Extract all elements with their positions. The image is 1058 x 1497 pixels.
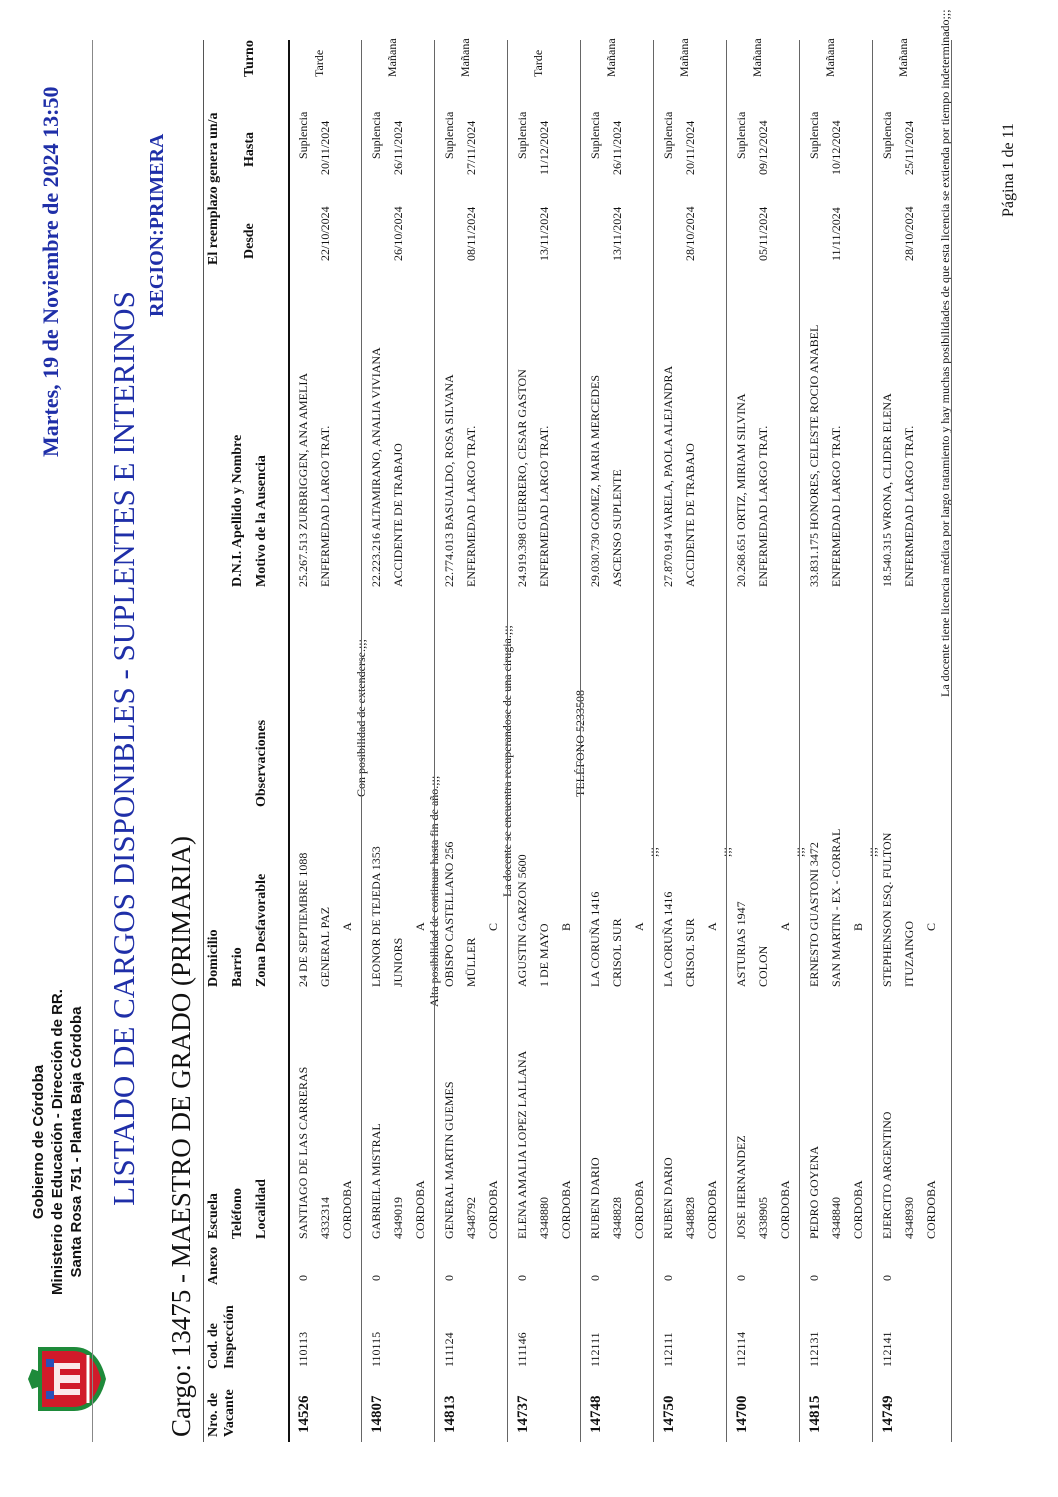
escuela-localidad: CORDOBA xyxy=(486,1180,500,1239)
domicilio: 24 DE SEPTIEMBRE 1088 xyxy=(296,852,310,987)
anexo-value: 0 xyxy=(807,1275,821,1281)
vacante-number: 14748 xyxy=(588,1395,604,1433)
table-bottom-divider xyxy=(951,40,952,1442)
dni-nombre: 20.268.651 ORTIZ, MIRIAM SILVINA xyxy=(734,393,748,587)
reemplazo-tipo: Suplencia xyxy=(369,111,383,159)
escuela-name: PEDRO GOYENA xyxy=(807,1146,821,1239)
escuela-name: SANTIAGO DE LAS CARRERAS xyxy=(296,1066,310,1239)
motivo-ausencia: ACCIDENTE DE TRABAJO xyxy=(683,443,697,587)
reemplazo-tipo: Suplencia xyxy=(588,111,602,159)
reemplazo-tipo: Suplencia xyxy=(880,111,894,159)
fecha-hasta: 27/11/2024 xyxy=(464,120,478,175)
col-header-domicilio: Domicilio xyxy=(206,929,221,987)
row-divider xyxy=(288,40,290,1442)
row-divider xyxy=(507,40,508,1442)
col-header-cod-1: Cod. de xyxy=(206,1323,221,1369)
escuela-telefono: 4348792 xyxy=(464,1197,478,1239)
col-header-dni-nombre: D.N.I. Apellido y Nombre xyxy=(230,434,245,587)
cod-inspeccion: 110115 xyxy=(369,1331,383,1367)
row-divider xyxy=(799,40,800,1442)
observacion: La docente se encuentra recuperandose de una cirugia.;;; xyxy=(500,625,514,897)
escuela-telefono: 4348828 xyxy=(683,1197,697,1239)
turno: Mañana xyxy=(896,38,910,77)
zona-desfavorable: B xyxy=(851,922,865,931)
col-header-turno: Turno xyxy=(242,40,257,77)
reemplazo-tipo: Suplencia xyxy=(515,111,529,159)
escuela-localidad: CORDOBA xyxy=(413,1180,427,1239)
escuela-localidad: CORDOBA xyxy=(632,1180,646,1239)
col-header-barrio: Barrio xyxy=(230,947,245,987)
row-divider xyxy=(653,40,654,1442)
domicilio: AGUSTIN GARZON 5600 xyxy=(515,854,529,987)
col-header-observaciones: Observaciones xyxy=(254,719,269,807)
domicilio: OBISPO CASTELLANO 256 xyxy=(442,841,456,987)
turno: Tarde xyxy=(531,49,545,77)
anexo-value: 0 xyxy=(515,1275,529,1281)
barrio: SAN MARTIN - EX - CORRAL xyxy=(829,828,843,987)
motivo-ausencia: ENFERMEDAD LARGO TRAT. xyxy=(902,425,916,587)
barrio: CRISOL SUR xyxy=(610,918,624,987)
zona-desfavorable: A xyxy=(705,922,719,931)
observacion: Alta posibilidad de continuar hasta fin de año.;;; xyxy=(427,775,441,1007)
barrio: ITUZAINGO xyxy=(902,921,916,987)
vacante-number: 14526 xyxy=(296,1395,312,1433)
escuela-telefono: 4338905 xyxy=(756,1197,770,1239)
anexo-value: 0 xyxy=(442,1275,456,1281)
fecha-hasta: 10/12/2024 xyxy=(829,120,843,175)
escuela-name: RUBEN DARIO xyxy=(661,1157,675,1239)
top-divider xyxy=(92,40,93,1442)
cod-inspeccion: 112111 xyxy=(661,1332,675,1367)
col-header-cod-2: Inspección xyxy=(222,1305,237,1369)
zona-desfavorable: A xyxy=(413,922,427,931)
domicilio: LEONOR DE TEJEDA 1353 xyxy=(369,846,383,987)
escuela-telefono: 4348828 xyxy=(610,1197,624,1239)
escuela-localidad: CORDOBA xyxy=(340,1180,354,1239)
domicilio: LA CORUÑA 1416 xyxy=(661,891,675,987)
escuela-localidad: CORDOBA xyxy=(924,1180,938,1239)
turno: Mañana xyxy=(458,38,472,77)
observacion: ;;; xyxy=(646,846,660,857)
dni-nombre: 22.774.013 BASUALDO, ROSA SILVANA xyxy=(442,374,456,587)
vacante-number: 14749 xyxy=(880,1395,896,1433)
observacion: Con posibilidad de extenderse.;;; xyxy=(354,639,368,797)
domicilio: ERNESTO GUASTONI 3472 xyxy=(807,842,821,987)
report-date: Martes, 19 de Noviembre de 2024 13:50 xyxy=(38,86,63,457)
observacion: ;;; xyxy=(865,846,879,857)
zona-desfavorable: C xyxy=(486,922,500,931)
col-header-hasta: Hasta xyxy=(242,132,257,167)
escuela-localidad: CORDOBA xyxy=(851,1180,865,1239)
fecha-desde: 05/11/2024 xyxy=(756,206,770,261)
fecha-desde: 28/10/2024 xyxy=(902,206,916,261)
fecha-hasta: 20/11/2024 xyxy=(318,120,332,175)
dni-nombre: 33.831.175 HONORES, CELESTE ROCIO ANABEL xyxy=(807,324,821,587)
motivo-ausencia: ENFERMEDAD LARGO TRAT. xyxy=(464,425,478,587)
row-divider xyxy=(361,40,362,1442)
org-name-line-2: Ministerio de Educación - Dirección de RR. xyxy=(49,989,66,1295)
turno: Mañana xyxy=(604,38,618,77)
escuela-localidad: CORDOBA xyxy=(559,1180,573,1239)
anexo-value: 0 xyxy=(369,1275,383,1281)
cod-inspeccion: 112131 xyxy=(807,1331,821,1367)
vacante-number: 14750 xyxy=(661,1395,677,1433)
cod-inspeccion: 112114 xyxy=(734,1331,748,1367)
fecha-hasta: 26/11/2024 xyxy=(391,120,405,175)
escuela-telefono: 4348840 xyxy=(829,1197,843,1239)
dni-nombre: 24.919.398 GUERRERO, CESAR GASTON xyxy=(515,369,529,587)
col-header-escuela: Escuela xyxy=(206,1193,221,1239)
cordoba-coat-of-arms-logo xyxy=(28,1341,108,1417)
fecha-desde: 22/10/2024 xyxy=(318,206,332,261)
dni-nombre: 25.267.513 ZURBRIGGEN, ANA AMELIA xyxy=(296,372,310,587)
turno: Mañana xyxy=(823,38,837,77)
reemplazo-tipo: Suplencia xyxy=(296,111,310,159)
col-header-vacante-2: Vacante xyxy=(222,1389,237,1437)
col-header-reemplazo: El reemplazo genera un/a xyxy=(206,112,221,265)
escuela-name: ELENA AMALIA LOPEZ LALLANA xyxy=(515,1050,529,1239)
anexo-value: 0 xyxy=(296,1275,310,1281)
fecha-hasta: 09/12/2024 xyxy=(756,120,770,175)
domicilio: LA CORUÑA 1416 xyxy=(588,891,602,987)
domicilio: ASTURIAS 1947 xyxy=(734,901,748,987)
fecha-desde: 28/10/2024 xyxy=(683,206,697,261)
observacion: La docente tiene licencia médica por largo tratamiento y hay muchas posibilidades de que esta licencia se extienda por tiempo indeterminado;;; xyxy=(938,9,952,697)
reemplazo-tipo: Suplencia xyxy=(661,111,675,159)
dni-nombre: 18.540.315 WRONA, CLIDER ELENA xyxy=(880,393,894,587)
turno: Tarde xyxy=(312,49,326,77)
escuela-telefono: 4348930 xyxy=(902,1197,916,1239)
reemplazo-tipo: Suplencia xyxy=(734,111,748,159)
vacante-number: 14737 xyxy=(515,1395,531,1433)
report-title: LISTADO DE CARGOS DISPONIBLES - SUPLENTES E INTERINOS xyxy=(106,291,141,1206)
observacion: ;;; xyxy=(719,846,733,857)
zona-desfavorable: A xyxy=(632,922,646,931)
col-header-motivo: Motivo de la Ausencia xyxy=(254,455,269,587)
vacante-number: 14807 xyxy=(369,1395,385,1433)
region-label: REGION:PRIMERA xyxy=(146,133,168,317)
observacion: TELÉFONO 5233508 xyxy=(573,690,587,797)
col-header-zona: Zona Desfavorable xyxy=(254,873,269,987)
fecha-hasta: 11/12/2024 xyxy=(537,120,551,175)
row-divider xyxy=(580,40,581,1442)
cod-inspeccion: 112111 xyxy=(588,1332,602,1367)
barrio: JUNIORS xyxy=(391,937,405,987)
anexo-value: 0 xyxy=(880,1275,894,1281)
fecha-desde: 08/11/2024 xyxy=(464,206,478,261)
col-header-vacante-1: Nro. de xyxy=(206,1392,221,1437)
escuela-localidad: CORDOBA xyxy=(705,1180,719,1239)
escuela-telefono: 4332314 xyxy=(318,1197,332,1239)
motivo-ausencia: ENFERMEDAD LARGO TRAT. xyxy=(756,425,770,587)
dni-nombre: 22.223.216 ALTAMIRANO, ANALIA VIVIANA xyxy=(369,347,383,587)
motivo-ausencia: ACCIDENTE DE TRABAJO xyxy=(391,443,405,587)
row-divider xyxy=(726,40,727,1442)
zona-desfavorable: A xyxy=(778,922,792,931)
escuela-telefono: 4348880 xyxy=(537,1197,551,1239)
zona-desfavorable: C xyxy=(924,922,938,931)
motivo-ausencia: ASCENSO SUPLENTE xyxy=(610,469,624,587)
row-divider xyxy=(434,40,435,1442)
zona-desfavorable: B xyxy=(559,922,573,931)
turno: Mañana xyxy=(385,38,399,77)
fecha-desde: 11/11/2024 xyxy=(829,207,843,261)
fecha-desde: 13/11/2024 xyxy=(537,206,551,261)
reemplazo-tipo: Suplencia xyxy=(442,111,456,159)
vacante-number: 14813 xyxy=(442,1395,458,1433)
fecha-desde: 13/11/2024 xyxy=(610,206,624,261)
cod-inspeccion: 111124 xyxy=(442,1332,456,1367)
turno: Mañana xyxy=(750,38,764,77)
escuela-name: RUBEN DARIO xyxy=(588,1157,602,1239)
escuela-name: GENERAL MARTIN GUEMES xyxy=(442,1081,456,1239)
fecha-desde: 26/10/2024 xyxy=(391,206,405,261)
barrio: COLON xyxy=(756,945,770,987)
escuela-localidad: CORDOBA xyxy=(778,1180,792,1239)
org-name-line-3: Santa Rosa 751 - Planta Baja Córdoba xyxy=(68,1006,85,1278)
cargo-divider xyxy=(203,40,204,1442)
dni-nombre: 29.030.730 GOMEZ, MARIA MERCEDES xyxy=(588,374,602,587)
anexo-value: 0 xyxy=(661,1275,675,1281)
org-name-line-1: Gobierno de Córdoba xyxy=(30,1064,47,1220)
reemplazo-tipo: Suplencia xyxy=(807,111,821,159)
zona-desfavorable: A xyxy=(340,922,354,931)
barrio: MÜLLER xyxy=(464,937,478,987)
motivo-ausencia: ENFERMEDAD LARGO TRAT. xyxy=(537,425,551,587)
row-divider xyxy=(872,40,873,1442)
page-number: Página 1 de 11 xyxy=(1000,122,1017,217)
cod-inspeccion: 111146 xyxy=(515,1332,529,1367)
anexo-value: 0 xyxy=(734,1275,748,1281)
col-header-localidad: Localidad xyxy=(254,1179,269,1239)
cargo-title: Cargo: 13475 - MAESTRO DE GRADO (PRIMARIA) xyxy=(166,835,196,1437)
fecha-hasta: 26/11/2024 xyxy=(610,120,624,175)
cod-inspeccion: 110113 xyxy=(296,1331,310,1367)
barrio: 1 DE MAYO xyxy=(537,923,551,987)
motivo-ausencia: ENFERMEDAD LARGO TRAT. xyxy=(829,425,843,587)
col-header-anexo: Anexo xyxy=(206,1246,221,1285)
vacante-number: 14700 xyxy=(734,1395,750,1433)
motivo-ausencia: ENFERMEDAD LARGO TRAT. xyxy=(318,425,332,587)
escuela-telefono: 4349019 xyxy=(391,1197,405,1239)
turno: Mañana xyxy=(677,38,691,77)
fecha-hasta: 25/11/2024 xyxy=(902,120,916,175)
dni-nombre: 27.870.914 VARELA, PAOLA ALEJANDRA xyxy=(661,365,675,587)
barrio: CRISOL SUR xyxy=(683,918,697,987)
escuela-name: JOSE HERNANDEZ xyxy=(734,1135,748,1239)
escuela-name: GABRIELA MISTRAL xyxy=(369,1123,383,1239)
observacion: ;;; xyxy=(792,846,806,857)
col-header-desde: Desde xyxy=(242,223,257,259)
escuela-name: EJERCITO ARGENTINO xyxy=(880,1111,894,1239)
fecha-hasta: 20/11/2024 xyxy=(683,120,697,175)
anexo-value: 0 xyxy=(588,1275,602,1281)
cod-inspeccion: 112141 xyxy=(880,1331,894,1367)
vacante-number: 14815 xyxy=(807,1395,823,1433)
domicilio: STEPHENSON ESQ. FULTON xyxy=(880,832,894,987)
col-header-telefono: Teléfono xyxy=(230,1188,245,1239)
barrio: GENERAL PAZ xyxy=(318,906,332,987)
